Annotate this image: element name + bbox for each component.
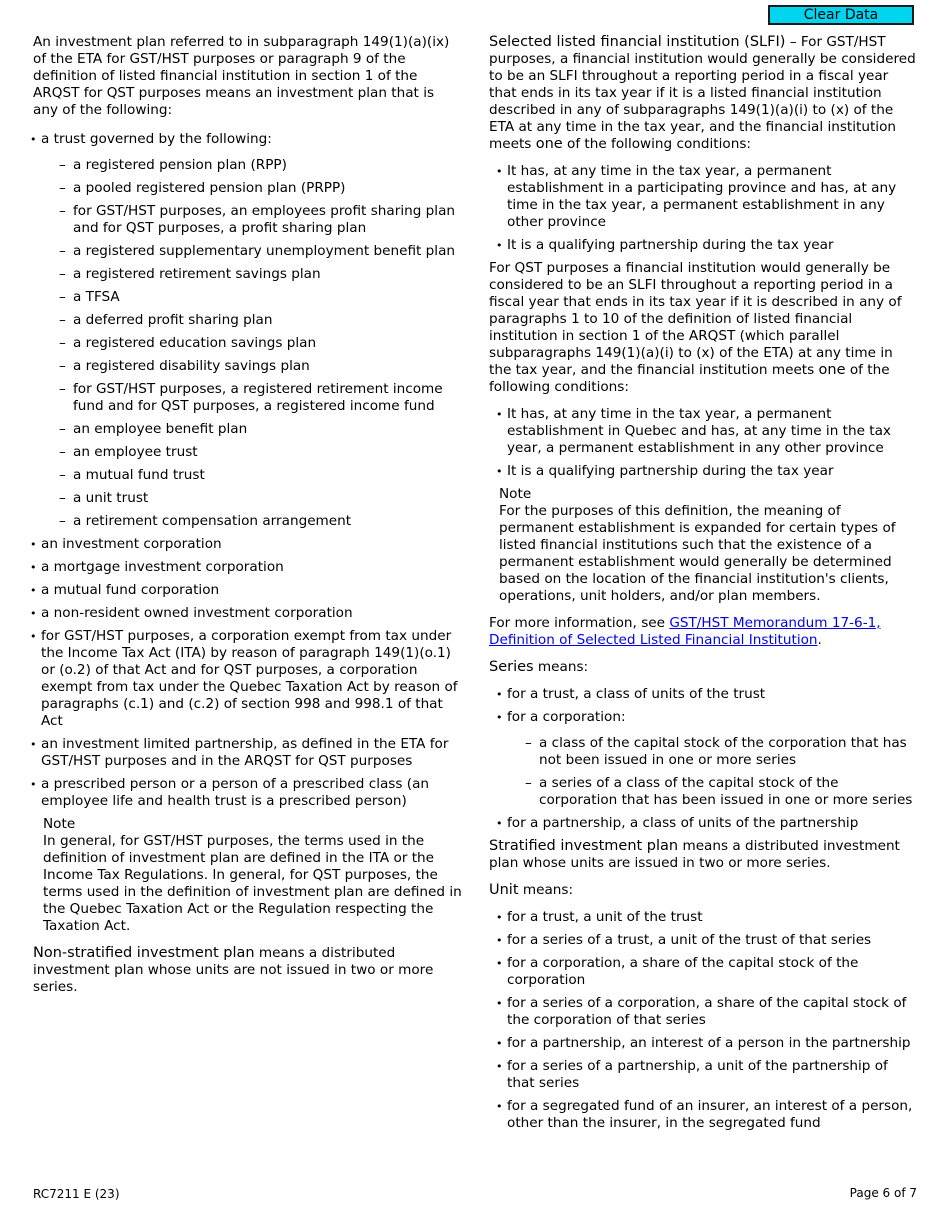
list-item: • an investment corporation	[23, 536, 463, 553]
list-item: • It is a qualifying partnership during the tax year	[489, 237, 919, 254]
list-item: • a trust governed by the following: – a registered pension plan (RPP) – a pooled registered pension plan (PRPP) – for GST/HST purposes, an employees profit sharing plan and for QST purposes, a profit sharing plan – a registered supplementary unemployment benefit plan – a registered retirement savings plan – a TFSA – a deferred profit sharing plan – a registered education savings plan – a registered disability savings plan – for GST/HST purposes, a registered retirement income fund and for QST purposes, a registered income fund – an employee benefit plan – an employee trust – a mutual fund trust – a unit trust – a retirement compensation arrangement	[23, 131, 463, 530]
term-stratified: Stratified investment plan	[489, 838, 679, 854]
note-text: In general, for GST/HST purposes, the terms used in the definition of investment plan are defined in the ITA or the Income Tax Regulations. In general, for QST purposes, the terms used in the definition of investment plan are defined in the Quebec Taxation Act or the Regulation respecting the Taxation Act.	[43, 833, 462, 934]
list-item: – a registered supplementary unemployment benefit plan	[41, 243, 463, 260]
list-item: • an investment limited partnership, as defined in the ETA for GST/HST purposes and in the ARQST for QST purposes	[23, 736, 463, 770]
qst-slfi-paragraph: For QST purposes a financial institution would generally be considered to be an SLFI throughout a reporting period in a fiscal year that ends in its tax year if it is described in any of paragraphs 1 to 10 of the definition of listed financial institution in section 1 of the ARQST (which parallel subparagraphs 149(1)(a)(i) to (x) of the ETA) at any time in the tax year, and the financial institution meets one of the following conditions:	[489, 260, 902, 395]
gst-conditions-list	[489, 163, 919, 254]
unit-list	[489, 909, 919, 1132]
list-item: – a registered education savings plan	[41, 335, 463, 352]
memorandum-link[interactable]: GST/HST Memorandum 17-6-1, Definition of Selected Listed Financial Institution	[489, 615, 881, 648]
list-item: – a unit trust	[41, 490, 463, 507]
list-item: – for GST/HST purposes, a registered retirement income fund and for QST purposes, a registered income fund	[41, 381, 463, 415]
note-heading: Note	[43, 816, 76, 832]
non-stratified-definition: Non-stratified investment plan means a distributed investment plan whose units are not issued in two or more series.	[33, 945, 434, 995]
right-column	[489, 34, 919, 1138]
term-series: Series	[489, 659, 534, 675]
term-slfi: Selected listed financial institution (SLFI)	[489, 34, 786, 50]
list-item: • for a partnership, a class of units of the partnership	[489, 815, 919, 832]
list-item: – a registered disability savings plan	[41, 358, 463, 375]
list-item: • for a partnership, an interest of a person in the partnership	[489, 1035, 919, 1052]
trust-sublist	[41, 157, 463, 530]
qst-conditions-list	[489, 406, 919, 480]
list-item: • for a series of a corporation, a share of the capital stock of the corporation of that series	[489, 995, 919, 1029]
list-item: – an employee trust	[41, 444, 463, 461]
unit-definition: Unit means:	[489, 882, 574, 898]
investment-plan-intro: An investment plan referred to in subparagraph 149(1)(a)(ix) of the ETA for GST/HST purposes or paragraph 9 of the definition of listed financial institution in section 1 of the ARQST for QST purposes means an investment plan that is any of the following:	[33, 34, 450, 118]
list-item: • a mutual fund corporation	[23, 582, 463, 599]
list-item: – a registered pension plan (RPP)	[41, 157, 463, 174]
note-heading: Note	[499, 486, 532, 502]
list-item: • for a series of a partnership, a unit of the partnership of that series	[489, 1058, 919, 1092]
list-item: – a TFSA	[41, 289, 463, 306]
series-list	[489, 686, 919, 832]
list-item: • a prescribed person or a person of a prescribed class (an employee life and health trust is a prescribed person)	[23, 776, 463, 810]
series-definition: Series means:	[489, 659, 589, 675]
form-identifier: RC7211 E (23)	[33, 1187, 120, 1201]
investment-plan-list	[23, 131, 463, 810]
slfi-note	[499, 486, 919, 605]
list-item: – a class of the capital stock of the corporation that has not been issued in one or more series	[507, 735, 919, 769]
list-item: • a mortgage investment corporation	[23, 559, 463, 576]
list-item: • for a segregated fund of an insurer, an interest of a person, other than the insurer, in the segregated fund	[489, 1098, 919, 1132]
list-item: – a pooled registered pension plan (PRPP)	[41, 180, 463, 197]
note-text: For the purposes of this definition, the meaning of permanent establishment is expanded for certain types of listed financial institutions such that the existence of a permanent establishment would generally be determined based on the location of the financial institution's clients, operations, unit holders, and/or plan members.	[499, 503, 896, 604]
clear-data-button[interactable]: Clear Data	[768, 5, 914, 25]
list-item: – a mutual fund trust	[41, 467, 463, 484]
list-item: • for a trust, a unit of the trust	[489, 909, 919, 926]
list-item: • for GST/HST purposes, a corporation exempt from tax under the Income Tax Act (ITA) by reason of paragraph 149(1)(o.1) or (o.2) of that Act and for QST purposes, a corporation exempt from tax under the Quebec Taxation Act by reason of paragraphs (c.1) and (c.2) of section 998 and 998.1 of that Act	[23, 628, 463, 730]
list-item: – a retirement compensation arrangement	[41, 513, 463, 530]
slfi-definition: Selected listed financial institution (SLFI) – For GST/HST purposes, a financial institution would generally be considered to be an SLFI throughout a reporting period in a fiscal year that ends in its tax year if it is a listed financial institution described in any of subparagraphs 149(1)(a)(i) to (x) of the ETA at any time in the tax year, and the financial institution meets one of the following conditions:	[489, 34, 916, 152]
list-item: • for a trust, a class of units of the trust	[489, 686, 919, 703]
list-item: • It is a qualifying partnership during the tax year	[489, 463, 919, 480]
list-item: – a deferred profit sharing plan	[41, 312, 463, 329]
list-item: • for a corporation, a share of the capital stock of the corporation	[489, 955, 919, 989]
list-item: – a registered retirement savings plan	[41, 266, 463, 283]
investment-plan-note	[43, 816, 463, 935]
list-item: • It has, at any time in the tax year, a permanent establishment in a participating province and has, at any time in the tax year, a permanent establishment in any other province	[489, 163, 919, 231]
list-item: – a series of a class of the capital stock of the corporation that has been issued in one or more series	[507, 775, 919, 809]
list-item: • for a series of a trust, a unit of the trust of that series	[489, 932, 919, 949]
series-corp-sublist	[507, 735, 919, 809]
page-number: Page 6 of 7	[849, 1186, 917, 1200]
list-item: – for GST/HST purposes, an employees profit sharing plan and for QST purposes, a profit sharing plan	[41, 203, 463, 237]
left-column	[33, 34, 463, 1006]
list-item: • for a corporation: – a class of the capital stock of the corporation that has not been issued in one or more series – a series of a class of the capital stock of the corporation that has been issued in one or more series	[489, 709, 919, 809]
list-item: – an employee benefit plan	[41, 421, 463, 438]
stratified-definition: Stratified investment plan means a distributed investment plan whose units are issued in two or more series.	[489, 838, 900, 871]
term-unit: Unit	[489, 882, 519, 898]
list-item: • a non-resident owned investment corporation	[23, 605, 463, 622]
more-info-paragraph: For more information, see GST/HST Memorandum 17-6-1, Definition of Selected Listed Financial Institution.	[489, 615, 881, 648]
term-non-stratified: Non-stratified investment plan	[33, 945, 255, 961]
list-item: • It has, at any time in the tax year, a permanent establishment in Quebec and has, at any time in the tax year, a permanent establishment in any other province	[489, 406, 919, 457]
